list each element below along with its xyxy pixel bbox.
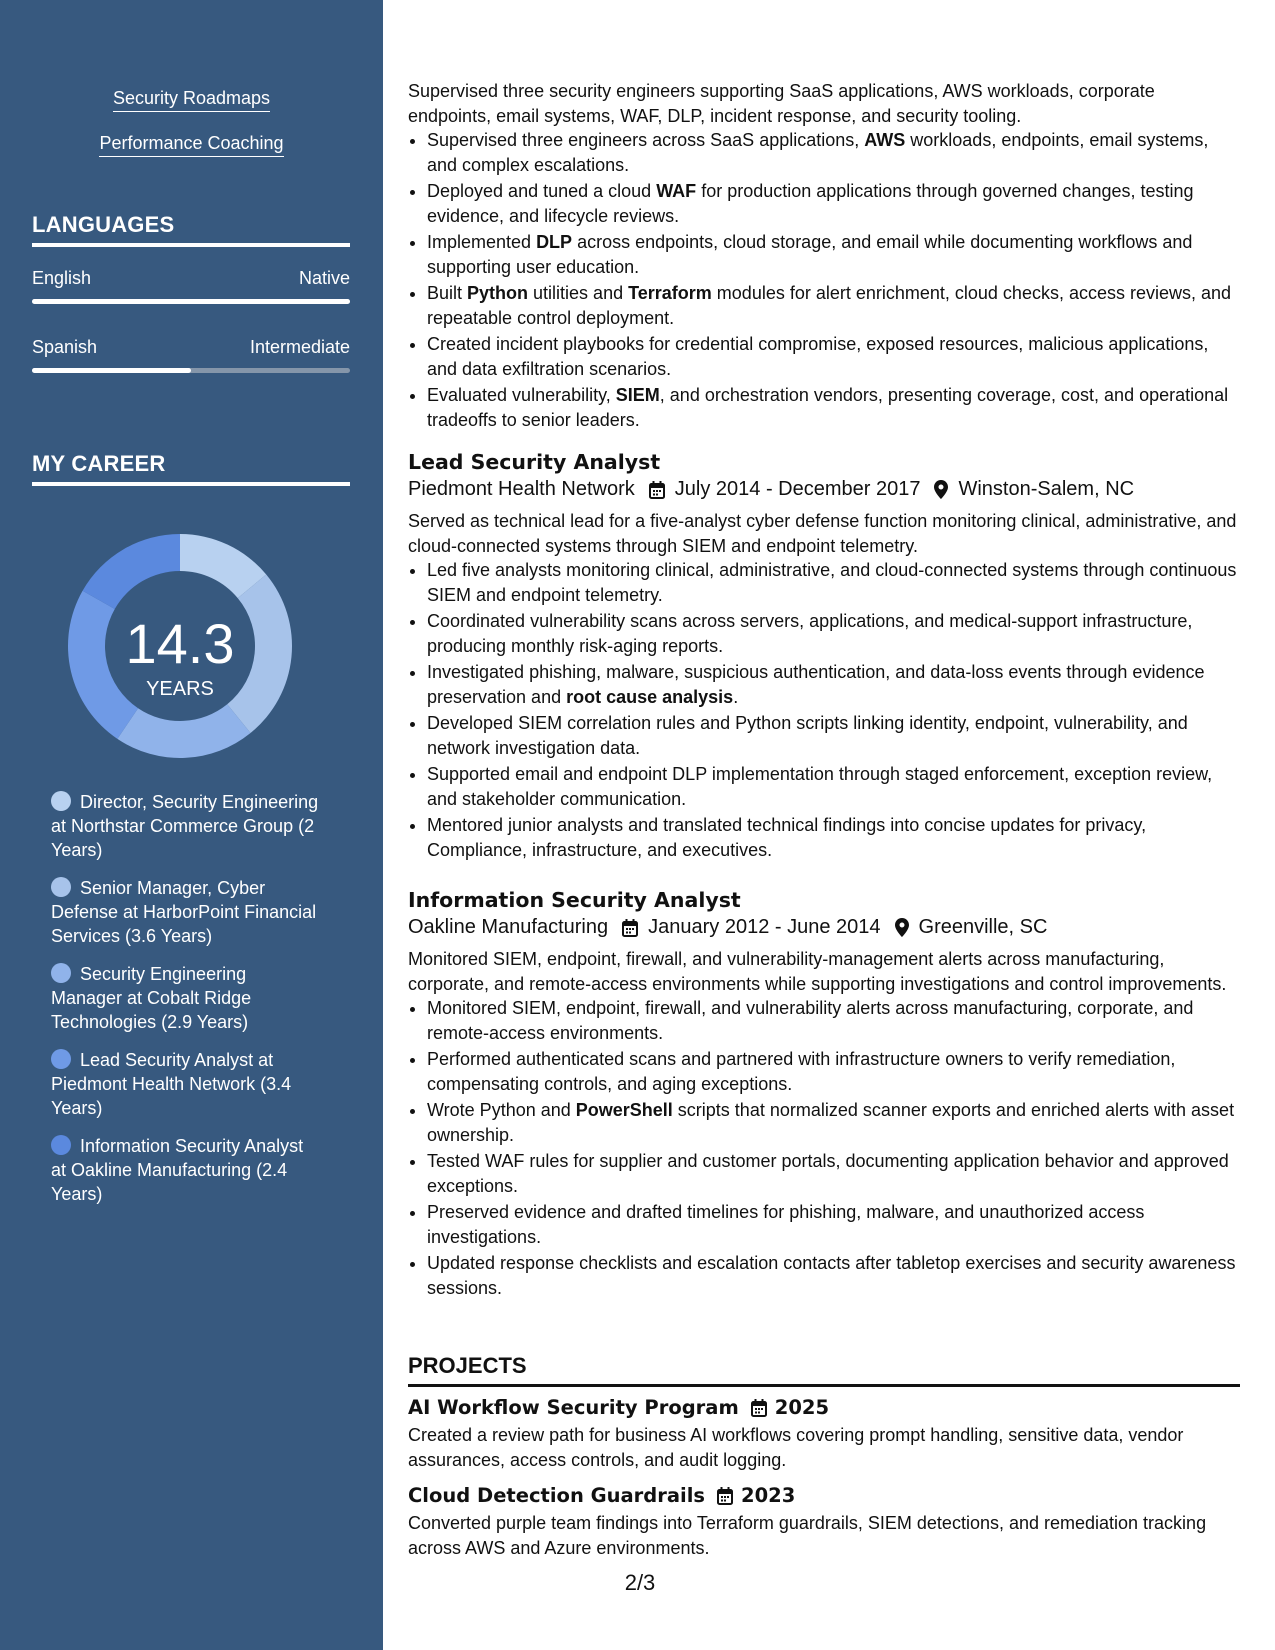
language-name: English	[32, 268, 92, 288]
project-title-row	[408, 1396, 1240, 1419]
job-title: Information Security Analyst	[408, 888, 741, 912]
career-item: Security Engineering Manager at Cobalt Ridge Technologies (2.9 Years)	[51, 964, 252, 1032]
career-dot-icon	[51, 1135, 71, 1155]
bullet-item	[427, 1149, 1240, 1198]
bullet-item	[427, 996, 1240, 1045]
bullet-item	[427, 128, 1240, 177]
bold-keyword: WAF	[656, 181, 697, 201]
page-number: 2/3	[624, 1570, 656, 1595]
project-title: Cloud Detection Guardrails	[408, 1484, 705, 1507]
job-meta	[408, 916, 1240, 939]
job-company: Oakline Manufacturing	[408, 916, 609, 938]
bullet-text: Led five analysts monitoring clinical, administrative, and cloud-connected systems through continuous SIEM and endpoint telemetry.	[427, 560, 1237, 605]
language-bar	[32, 299, 350, 304]
career-donut-segment	[83, 534, 180, 609]
bullet-text: Built	[427, 283, 468, 303]
career-heading: MY CAREER	[32, 451, 350, 486]
career-donut-segment	[227, 575, 292, 733]
bold-keyword: DLP	[536, 232, 573, 252]
bullet-item	[427, 179, 1240, 228]
bullet-item	[427, 711, 1240, 760]
bold-keyword: AWS	[864, 130, 906, 150]
job-lead-security-analyst	[408, 450, 1240, 864]
projects-section	[408, 1353, 1240, 1560]
bullet-text: across endpoints, cloud storage, and email while documenting workflows and supporting user education.	[427, 232, 1193, 277]
bullet-text: Supported email and endpoint DLP implementation through staged enforcement, exception review, and stakeholder communication.	[427, 764, 1213, 809]
bullet-text: Performed authenticated scans and partnered with infrastructure owners to verify remediation, compensating controls, and aging exceptions.	[427, 1049, 1176, 1094]
bullet-item	[427, 762, 1240, 811]
job-summary: Served as technical lead for a five-analyst cyber defense function monitoring clinical, administrative, and cloud-connected systems through SIEM and endpoint telemetry.	[408, 511, 1237, 556]
job-title: Lead Security Analyst	[408, 450, 661, 474]
location-pin-icon	[934, 480, 948, 499]
skill-item: Performance Coaching	[0, 133, 383, 154]
language-name: Spanish	[32, 337, 98, 357]
bullet-text: Supervised three engineers across SaaS applications,	[427, 130, 865, 150]
bullet-item	[427, 660, 1240, 709]
job-summary: Supervised three security engineers supporting SaaS applications, AWS workloads, corporate endpoints, email systems, WAF, DLP, incident response, and security tooling.	[408, 81, 1155, 126]
bullet-text: Preserved evidence and drafted timelines for phishing, malware, and unauthorized access investigations.	[427, 1202, 1145, 1247]
project-description: Created a review path for business AI workflows covering prompt handling, sensitive data, vendor assurances, access controls, and audit logging.	[408, 1425, 1184, 1470]
bullet-text: workloads, endpoints, email systems, and complex escalations.	[427, 130, 1209, 175]
bullet-item	[427, 609, 1240, 658]
job-information-security-analyst	[408, 888, 1240, 1302]
job-location: Winston-Salem, NC	[958, 478, 1135, 500]
project-item	[408, 1484, 1240, 1560]
job-bullets	[408, 128, 1240, 432]
bold-keyword: SIEM	[615, 385, 660, 405]
job-company: Piedmont Health Network	[408, 478, 635, 500]
languages-heading: LANGUAGES	[32, 212, 350, 247]
bullet-item	[427, 813, 1240, 862]
career-dot-icon	[51, 791, 71, 811]
language-level: Native	[298, 268, 350, 288]
career-dot-icon	[51, 963, 71, 983]
bullet-text: Investigated phishing, malware, suspicious authentication, and data-loss events through evidence preservation and	[427, 662, 1205, 707]
bullet-text: Created incident playbooks for credential compromise, exposed resources, malicious applications, and data exfiltration scenarios.	[427, 334, 1209, 379]
career-dot-icon	[51, 877, 71, 897]
bold-keyword: Python	[467, 283, 529, 303]
bullet-item	[427, 281, 1240, 330]
bullet-item	[427, 332, 1240, 381]
job-meta	[408, 478, 1240, 501]
bold-keyword: Terraform	[628, 283, 712, 303]
project-title-row	[408, 1484, 1240, 1507]
career-donut-segment	[117, 704, 250, 758]
bold-keyword: root cause analysis	[566, 686, 734, 707]
bullet-text: Coordinated vulnerability scans across servers, applications, and medical-support infrastructure, producing monthly risk-aging reports.	[427, 611, 1193, 656]
calendar-icon	[717, 1487, 733, 1505]
career-total: 14.3	[125, 612, 235, 675]
career-item: Information Security Analyst at Oakline Manufacturing (2.4 Years)	[51, 1136, 304, 1204]
calendar-icon	[751, 1399, 767, 1417]
job-bullets	[408, 996, 1240, 1300]
bullet-text: utilities and	[528, 283, 629, 303]
language-row	[32, 268, 350, 289]
bullet-text: Implemented	[427, 232, 537, 252]
bullet-text: Tested WAF rules for supplier and customer portals, documenting application behavior and approved exceptions.	[427, 1151, 1229, 1196]
job-dates: July 2014 - December 2017	[674, 478, 921, 500]
bullet-text: modules for alert enrichment, cloud checks, access reviews, and repeatable control deployment.	[427, 283, 1232, 328]
bullet-text: Mentored junior analysts and translated technical findings into concise updates for privacy, Compliance, infrastructure, and executives.	[427, 815, 1147, 860]
bullet-text: Developed SIEM correlation rules and Python scripts linking identity, endpoint, vulnerability, and network investigation data.	[427, 713, 1188, 758]
job-location: Greenville, SC	[918, 916, 1048, 938]
bullet-text: Deployed and tuned a cloud	[427, 181, 657, 201]
career-list	[51, 790, 321, 1220]
language-bar	[32, 368, 350, 373]
bullet-text: Evaluated vulnerability,	[427, 385, 616, 405]
skill-item: Security Roadmaps	[0, 88, 383, 109]
bullet-item	[427, 558, 1240, 607]
language-bar-fill	[32, 368, 191, 373]
calendar-icon	[622, 919, 638, 937]
bullet-text: .	[733, 686, 739, 707]
project-year: 2025	[774, 1396, 830, 1419]
bullet-item	[427, 1251, 1240, 1300]
bullet-text: scripts that normalized scanner exports and enriched alerts with asset ownership.	[427, 1100, 1235, 1145]
bullet-item	[427, 1098, 1240, 1147]
bullet-text: , and orchestration vendors, presenting coverage, cost, and operational tradeoffs to senior leaders.	[427, 385, 1229, 430]
career-item: Director, Security Engineering at Northstar Commerce Group (2 Years)	[51, 792, 319, 860]
job-dates: January 2012 - June 2014	[648, 916, 881, 938]
project-item	[408, 1396, 1240, 1472]
language-level: Intermediate	[249, 337, 350, 357]
project-title: AI Workflow Security Program	[408, 1396, 739, 1419]
project-description: Converted purple team findings into Terraform guardrails, SIEM detections, and remediation tracking across AWS and Azure environments.	[408, 1513, 1207, 1558]
bullet-text: Wrote Python and	[427, 1100, 576, 1120]
language-bar-fill	[32, 299, 350, 304]
career-item: Senior Manager, Cyber Defense at HarborPoint Financial Services (3.6 Years)	[51, 878, 317, 946]
calendar-icon	[649, 481, 665, 499]
career-item: Lead Security Analyst at Piedmont Health Network (3.4 Years)	[51, 1050, 292, 1118]
bullet-item	[427, 383, 1240, 432]
bullet-text: Monitored SIEM, endpoint, firewall, and vulnerability alerts across manufacturing, corporate, and remote-access environments.	[427, 998, 1194, 1043]
project-year: 2023	[741, 1484, 796, 1507]
projects-heading: PROJECTS	[408, 1353, 1240, 1387]
career-dot-icon	[51, 1049, 71, 1069]
bullet-text: for production applications through governed changes, testing evidence, and lifecycle reviews.	[427, 181, 1194, 226]
previous-job-section	[408, 79, 1240, 434]
bold-keyword: PowerShell	[575, 1100, 673, 1120]
job-summary: Monitored SIEM, endpoint, firewall, and vulnerability-management alerts across manufacturing, corporate, and remote-access environments while supporting investigations and control improvements.	[408, 949, 1227, 994]
career-unit: YEARS	[146, 678, 214, 700]
bullet-item	[427, 1200, 1240, 1249]
career-donut-chart	[62, 528, 298, 764]
job-bullets	[408, 558, 1240, 862]
language-row	[32, 337, 350, 358]
bullet-item	[427, 1047, 1240, 1096]
sidebar	[0, 0, 383, 1650]
location-pin-icon	[895, 918, 909, 937]
bullet-item	[427, 230, 1240, 279]
bullet-text: Updated response checklists and escalation contacts after tabletop exercises and security awareness sessions.	[427, 1253, 1236, 1298]
